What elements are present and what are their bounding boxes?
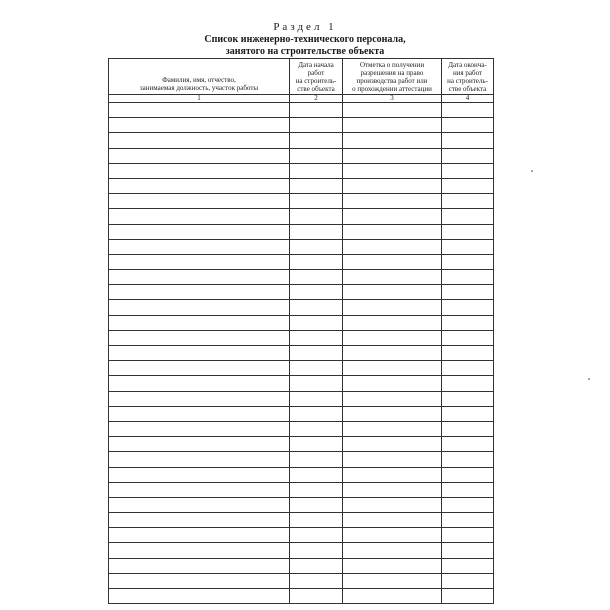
table-cell[interactable] [290, 421, 343, 436]
column-header-permit-mark-line-2: разрешения на право [360, 68, 424, 77]
table-cell[interactable] [109, 209, 290, 224]
table-row [109, 224, 494, 239]
table-cell[interactable] [343, 376, 442, 391]
table-cell[interactable] [442, 103, 494, 118]
table-cell[interactable] [343, 209, 442, 224]
table-cell[interactable] [442, 285, 494, 300]
table-cell[interactable] [290, 391, 343, 406]
table-cell[interactable] [109, 178, 290, 193]
table-cell[interactable] [109, 239, 290, 254]
table-cell[interactable] [442, 118, 494, 133]
table-row [109, 467, 494, 482]
table-row [109, 589, 494, 604]
column-header-start-date-line-2: работ [307, 68, 325, 77]
table-cell[interactable] [343, 178, 442, 193]
table-row [109, 163, 494, 178]
table-cell[interactable] [290, 437, 343, 452]
table-row [109, 513, 494, 528]
table-cell[interactable] [442, 513, 494, 528]
table-row [109, 300, 494, 315]
table-cell[interactable] [442, 239, 494, 254]
table-cell[interactable] [290, 467, 343, 482]
document-title-line-2: занятого на строительстве объекта [225, 46, 385, 57]
section-heading: Раздел 1 [273, 21, 337, 33]
table-cell[interactable] [109, 543, 290, 558]
table-cell[interactable] [343, 285, 442, 300]
table-cell[interactable] [343, 163, 442, 178]
table-cell[interactable] [290, 224, 343, 239]
table-cell[interactable] [442, 209, 494, 224]
table-header-row [109, 59, 494, 95]
table-cell[interactable] [442, 300, 494, 315]
table-cell[interactable] [290, 103, 343, 118]
table-cell[interactable] [109, 224, 290, 239]
table-cell[interactable] [442, 133, 494, 148]
table-cell[interactable] [343, 391, 442, 406]
table-cell[interactable] [290, 573, 343, 588]
table-cell[interactable] [343, 315, 442, 330]
table-cell[interactable] [442, 346, 494, 361]
table-cell[interactable] [109, 346, 290, 361]
table-row [109, 194, 494, 209]
table-cell[interactable] [109, 391, 290, 406]
table-cell[interactable] [442, 421, 494, 436]
table-row [109, 543, 494, 558]
table-row [109, 573, 494, 588]
table-cell[interactable] [290, 558, 343, 573]
table-cell[interactable] [290, 300, 343, 315]
table-cell[interactable] [442, 254, 494, 269]
table-cell[interactable] [109, 103, 290, 118]
table-cell[interactable] [442, 361, 494, 376]
column-header-name-line-1: Фамилия, имя, отчество, [162, 76, 236, 84]
table-cell[interactable] [442, 482, 494, 497]
column-header-end-date-line-2: ния работ [452, 68, 483, 77]
table-row [109, 315, 494, 330]
column-header-start-date-line-4: стве объекта [297, 84, 335, 93]
column-header-start-date-line-3: на строитель- [295, 76, 337, 85]
table-cell[interactable] [442, 497, 494, 512]
table-cell[interactable] [290, 194, 343, 209]
table-cell[interactable] [290, 376, 343, 391]
table-cell[interactable] [442, 391, 494, 406]
table-cell[interactable] [109, 406, 290, 421]
table-cell[interactable] [343, 103, 442, 118]
table-cell[interactable] [343, 558, 442, 573]
table-row [109, 482, 494, 497]
table-cell[interactable] [290, 270, 343, 285]
table-cell[interactable] [109, 254, 290, 269]
table-cell[interactable] [343, 224, 442, 239]
table-cell[interactable] [290, 482, 343, 497]
table-cell[interactable] [442, 543, 494, 558]
table-cell[interactable] [109, 452, 290, 467]
table-cell[interactable] [290, 346, 343, 361]
table-cell[interactable] [290, 254, 343, 269]
table-cell[interactable] [442, 589, 494, 604]
table-cell[interactable] [442, 437, 494, 452]
column-header-name-line-2: занимаемая должность, участок работы [139, 84, 259, 92]
table-cell[interactable] [343, 254, 442, 269]
table-row [109, 209, 494, 224]
table-cell[interactable] [343, 589, 442, 604]
table-cell[interactable] [343, 421, 442, 436]
table-row [109, 361, 494, 376]
table-cell[interactable] [343, 361, 442, 376]
column-header-end-date-line-3: на строитель- [447, 76, 488, 85]
table-cell[interactable] [290, 133, 343, 148]
table-cell[interactable] [343, 452, 442, 467]
table-cell[interactable] [343, 239, 442, 254]
table-cell[interactable] [343, 148, 442, 163]
table-cell[interactable] [109, 376, 290, 391]
table-cell[interactable] [290, 513, 343, 528]
table-cell[interactable] [442, 330, 494, 345]
table-cell[interactable] [442, 194, 494, 209]
table-row [109, 437, 494, 452]
table-cell[interactable] [343, 194, 442, 209]
table-cell[interactable] [343, 497, 442, 512]
table-cell[interactable] [109, 330, 290, 345]
column-header-permit-mark-line-3: производства работ или [356, 76, 428, 85]
table-cell[interactable] [343, 133, 442, 148]
column-header-end-date-line-4: стве объекта [448, 84, 487, 93]
table-cell[interactable] [343, 528, 442, 543]
table-cell[interactable] [109, 528, 290, 543]
column-header-start-date [290, 59, 343, 95]
table-cell[interactable] [109, 513, 290, 528]
table-cell[interactable] [109, 497, 290, 512]
table-cell[interactable] [109, 118, 290, 133]
table-cell[interactable] [442, 148, 494, 163]
table-row [109, 391, 494, 406]
table-cell[interactable] [109, 589, 290, 604]
table-cell[interactable] [442, 376, 494, 391]
table-row [109, 254, 494, 269]
table-cell[interactable] [343, 406, 442, 421]
table-cell[interactable] [109, 315, 290, 330]
table-row [109, 346, 494, 361]
personnel-table [108, 58, 494, 604]
column-header-end-date [442, 59, 494, 95]
table-cell[interactable] [109, 163, 290, 178]
table-cell[interactable] [290, 163, 343, 178]
table-cell[interactable] [343, 118, 442, 133]
table-cell[interactable] [109, 270, 290, 285]
table-cell[interactable] [442, 224, 494, 239]
table-cell[interactable] [290, 178, 343, 193]
table-cell[interactable] [442, 573, 494, 588]
column-header-permit-mark-line-4: о прохождении аттестации [352, 84, 432, 93]
table-row [109, 558, 494, 573]
table-row [109, 452, 494, 467]
table-cell[interactable] [109, 558, 290, 573]
column-number-3: 3 [343, 95, 442, 103]
table-cell[interactable] [442, 270, 494, 285]
table-cell[interactable] [343, 437, 442, 452]
table-row [109, 497, 494, 512]
table-cell[interactable] [343, 346, 442, 361]
table-cell[interactable] [442, 558, 494, 573]
document-title [0, 34, 610, 58]
table-cell[interactable] [442, 315, 494, 330]
table-row [109, 285, 494, 300]
table-cell[interactable] [109, 133, 290, 148]
table-cell[interactable] [109, 421, 290, 436]
document-title-line-1: Список инженерно-технического персонала, [204, 34, 406, 45]
table-cell[interactable] [109, 573, 290, 588]
table-cell[interactable] [343, 330, 442, 345]
table-row [109, 148, 494, 163]
personnel-table-wrapper [108, 58, 493, 604]
table-cell[interactable] [442, 163, 494, 178]
table-cell[interactable] [343, 513, 442, 528]
table-body [109, 103, 494, 604]
column-header-start-date-line-1: Дата начала [298, 60, 334, 69]
table-cell[interactable] [343, 467, 442, 482]
table-cell[interactable] [442, 452, 494, 467]
table-cell[interactable] [290, 497, 343, 512]
table-row [109, 103, 494, 118]
table-cell[interactable] [109, 482, 290, 497]
table-cell[interactable] [290, 543, 343, 558]
table-cell[interactable] [290, 361, 343, 376]
table-cell[interactable] [290, 118, 343, 133]
table-cell[interactable] [442, 178, 494, 193]
table-row [109, 376, 494, 391]
table-row [109, 421, 494, 436]
table-cell[interactable] [109, 300, 290, 315]
table-cell[interactable] [290, 285, 343, 300]
column-number-2: 2 [290, 95, 343, 103]
table-cell[interactable] [109, 467, 290, 482]
table-cell[interactable] [109, 361, 290, 376]
table-cell[interactable] [343, 300, 442, 315]
table-row [109, 528, 494, 543]
column-header-end-date-line-1: Дата оконча- [448, 60, 487, 69]
scan-speck [588, 378, 590, 380]
column-number-row [109, 95, 494, 103]
column-header-permit-mark [343, 59, 442, 95]
table-cell[interactable] [109, 437, 290, 452]
table-cell[interactable] [290, 315, 343, 330]
table-cell[interactable] [290, 239, 343, 254]
table-row [109, 118, 494, 133]
table-cell[interactable] [442, 467, 494, 482]
table-cell[interactable] [290, 330, 343, 345]
table-cell[interactable] [290, 452, 343, 467]
table-cell[interactable] [290, 209, 343, 224]
table-cell[interactable] [343, 482, 442, 497]
table-row [109, 239, 494, 254]
table-cell[interactable] [442, 406, 494, 421]
table-row [109, 270, 494, 285]
table-cell[interactable] [290, 148, 343, 163]
column-number-1: 1 [109, 95, 290, 103]
table-cell[interactable] [343, 543, 442, 558]
table-cell[interactable] [442, 528, 494, 543]
table-cell[interactable] [109, 194, 290, 209]
table-cell[interactable] [109, 148, 290, 163]
table-cell[interactable] [109, 285, 290, 300]
table-cell[interactable] [290, 589, 343, 604]
table-cell[interactable] [343, 573, 442, 588]
table-cell[interactable] [290, 406, 343, 421]
table-cell[interactable] [343, 270, 442, 285]
column-number-4: 4 [442, 95, 494, 103]
scan-speck [531, 170, 533, 172]
table-row [109, 406, 494, 421]
table-row [109, 133, 494, 148]
table-cell[interactable] [290, 528, 343, 543]
table-row [109, 330, 494, 345]
table-row [109, 178, 494, 193]
column-header-permit-mark-line-1: Отметка о получении [359, 60, 425, 69]
column-header-name [109, 59, 290, 95]
